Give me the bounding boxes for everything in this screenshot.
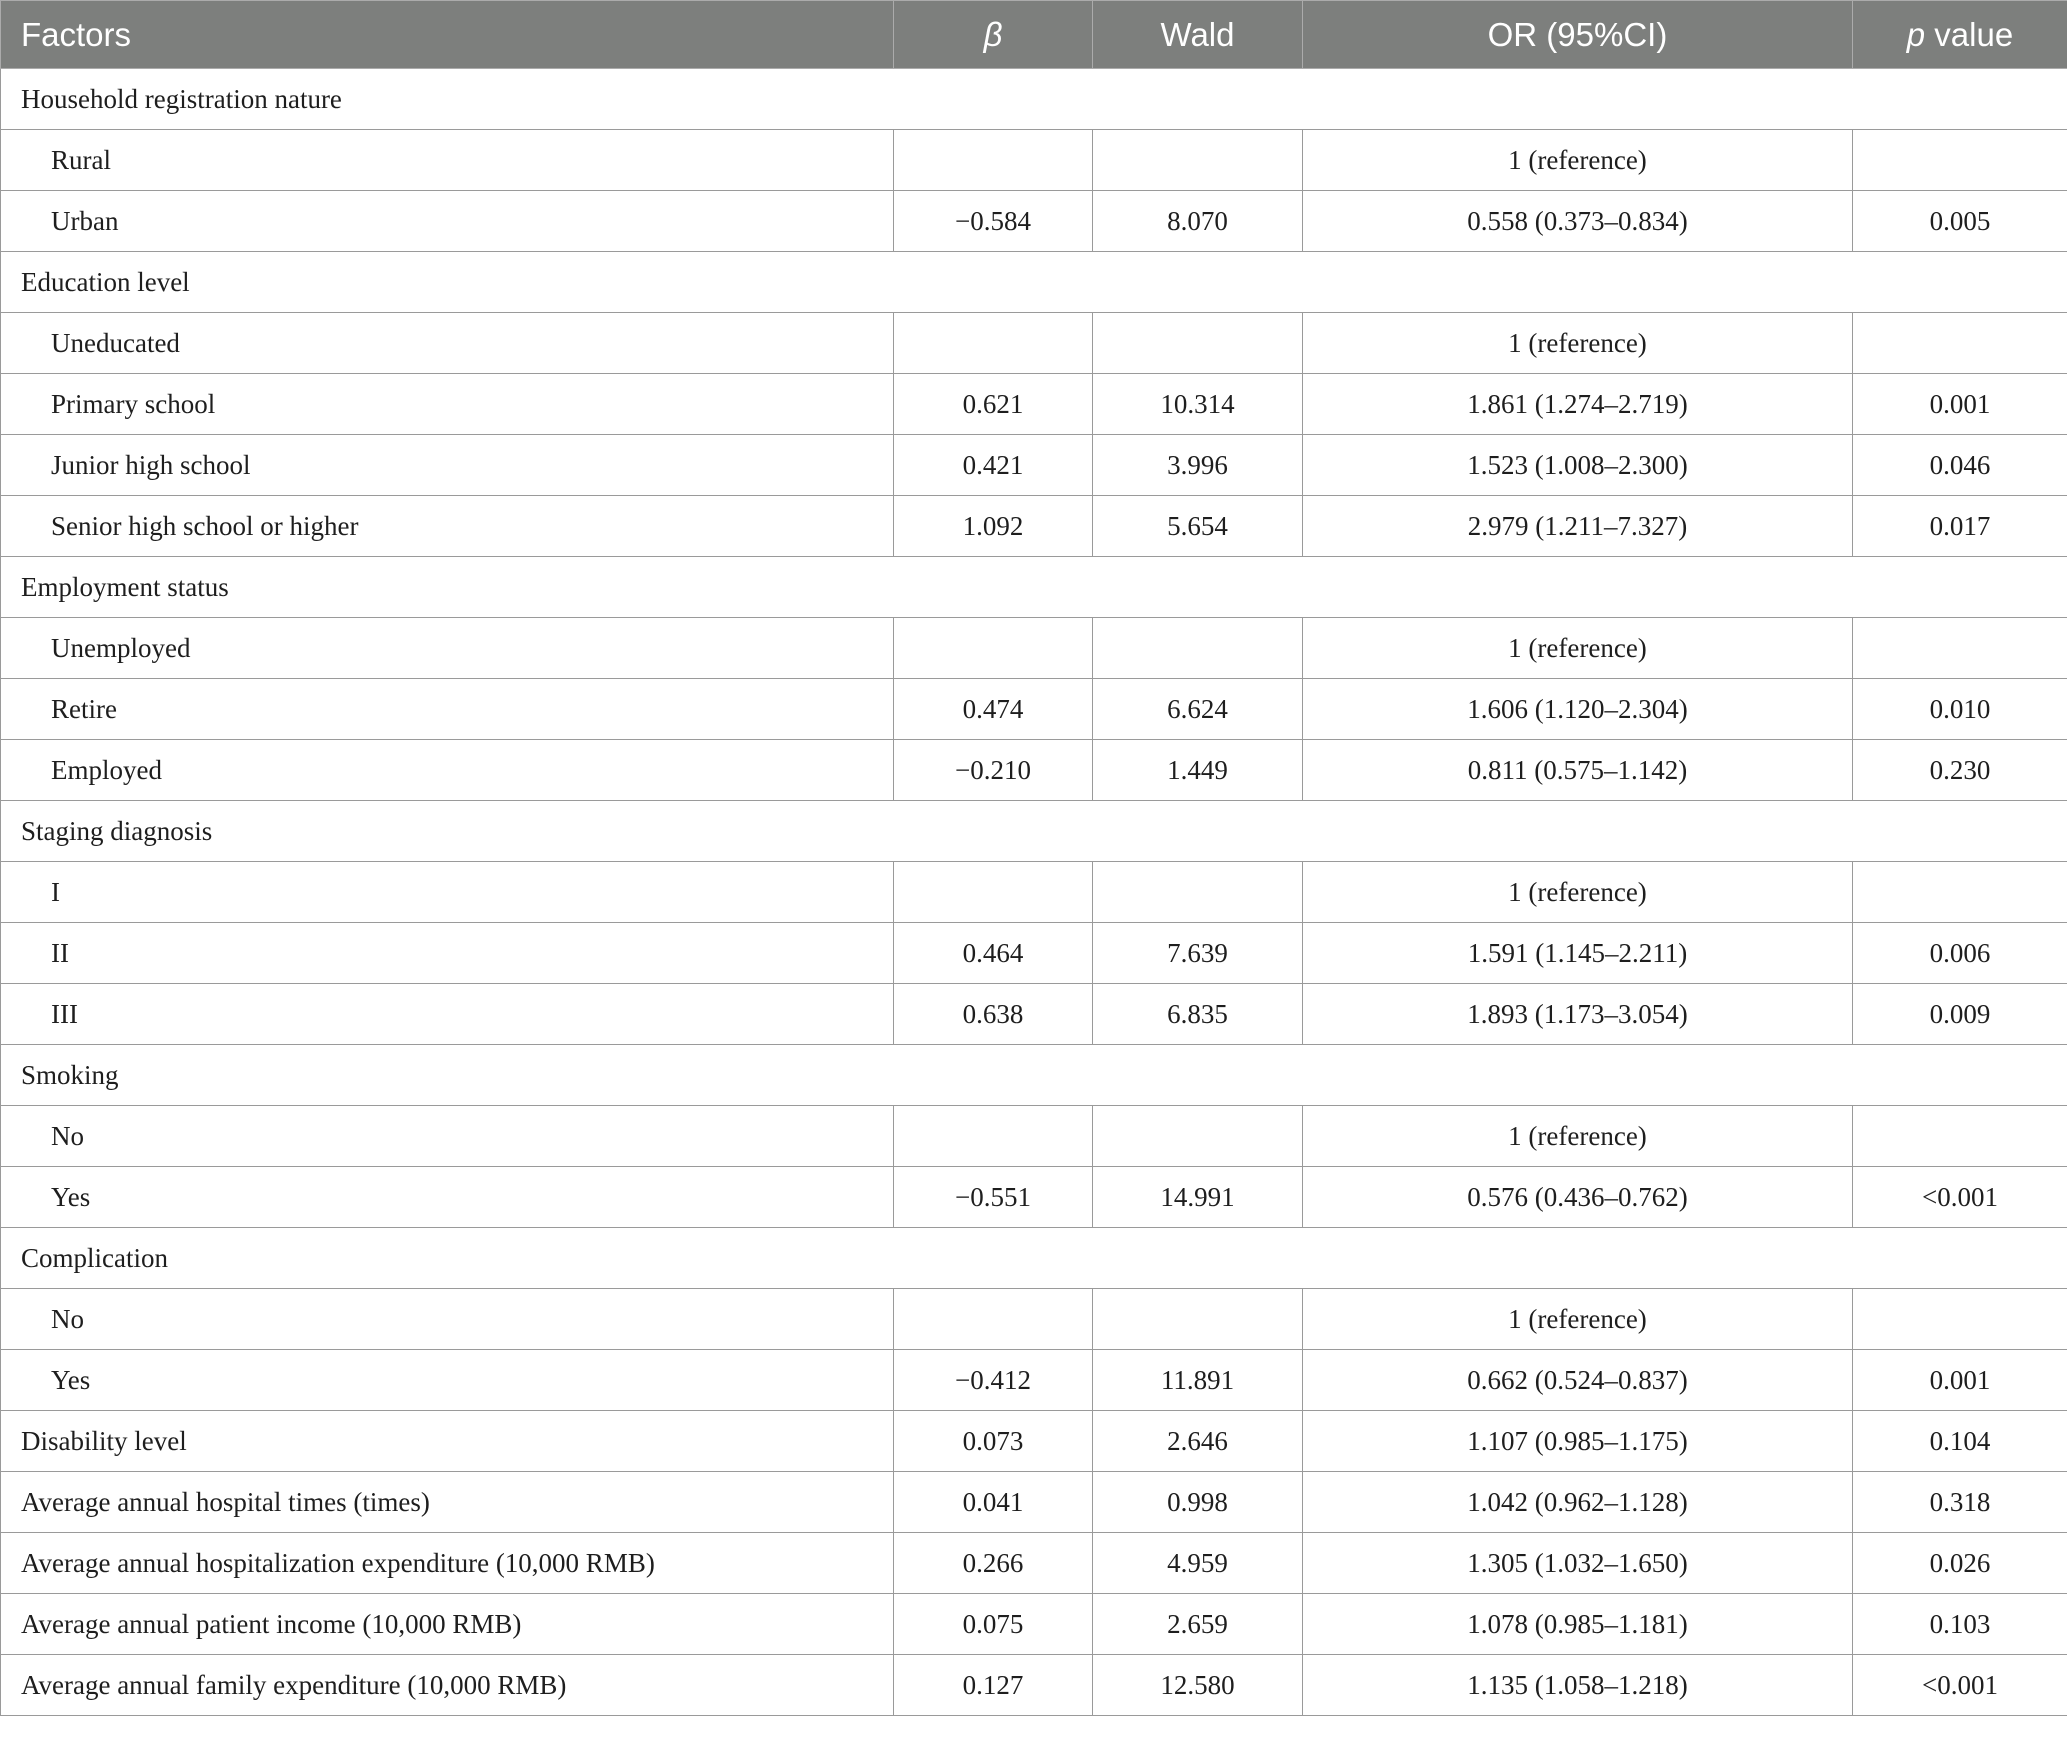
beta-cell bbox=[894, 862, 1093, 923]
factor-label: Uneducated bbox=[1, 313, 894, 374]
group-header-row bbox=[1, 801, 2067, 862]
factor-label: No bbox=[1, 1289, 894, 1350]
wald-cell bbox=[1093, 1106, 1303, 1167]
or-cell: 1 (reference) bbox=[1303, 313, 1853, 374]
p-value-cell: 0.103 bbox=[1853, 1594, 2067, 1655]
or-cell: 0.558 (0.373–0.834) bbox=[1303, 191, 1853, 252]
factor-label: Urban bbox=[1, 191, 894, 252]
header-wald: Wald bbox=[1093, 1, 1303, 69]
p-value-cell: 0.010 bbox=[1853, 679, 2067, 740]
table-row bbox=[1, 1167, 2067, 1228]
factor-label: Primary school bbox=[1, 374, 894, 435]
p-value-cell: 0.001 bbox=[1853, 374, 2067, 435]
header-beta bbox=[894, 1, 1093, 69]
or-cell: 0.576 (0.436–0.762) bbox=[1303, 1167, 1853, 1228]
or-cell: 1 (reference) bbox=[1303, 862, 1853, 923]
p-value-cell: 0.006 bbox=[1853, 923, 2067, 984]
or-cell: 1.591 (1.145–2.211) bbox=[1303, 923, 1853, 984]
wald-cell: 7.639 bbox=[1093, 923, 1303, 984]
factor-label: Unemployed bbox=[1, 618, 894, 679]
wald-cell bbox=[1093, 862, 1303, 923]
wald-cell: 2.646 bbox=[1093, 1411, 1303, 1472]
or-cell: 1 (reference) bbox=[1303, 1289, 1853, 1350]
beta-cell: 0.127 bbox=[894, 1655, 1093, 1716]
p-value-cell: 0.005 bbox=[1853, 191, 2067, 252]
wald-cell bbox=[1093, 130, 1303, 191]
beta-cell: 0.075 bbox=[894, 1594, 1093, 1655]
table-row bbox=[1, 374, 2067, 435]
or-cell: 0.811 (0.575–1.142) bbox=[1303, 740, 1853, 801]
table-row bbox=[1, 1411, 2067, 1472]
wald-cell: 14.991 bbox=[1093, 1167, 1303, 1228]
header-or: OR (95%CI) bbox=[1303, 1, 1853, 69]
table-row bbox=[1, 984, 2067, 1045]
table-row bbox=[1, 1533, 2067, 1594]
p-value-cell: 0.026 bbox=[1853, 1533, 2067, 1594]
table-header bbox=[1, 1, 2067, 69]
factor-label: Average annual patient income (10,000 RMB) bbox=[1, 1594, 894, 1655]
header-p-value bbox=[1853, 1, 2067, 69]
wald-cell: 2.659 bbox=[1093, 1594, 1303, 1655]
p-value-cell: 0.017 bbox=[1853, 496, 2067, 557]
factor-label: Average annual hospitalization expenditure (10,000 RMB) bbox=[1, 1533, 894, 1594]
table-row bbox=[1, 1655, 2067, 1716]
header-beta-symbol: β bbox=[983, 15, 1003, 53]
table-row bbox=[1, 1106, 2067, 1167]
or-cell: 1.606 (1.120–2.304) bbox=[1303, 679, 1853, 740]
group-label: Staging diagnosis bbox=[1, 801, 2067, 862]
factor-label: III bbox=[1, 984, 894, 1045]
or-cell: 1.305 (1.032–1.650) bbox=[1303, 1533, 1853, 1594]
beta-cell bbox=[894, 1106, 1093, 1167]
table-row bbox=[1, 1472, 2067, 1533]
beta-cell: −0.584 bbox=[894, 191, 1093, 252]
table-row bbox=[1, 313, 2067, 374]
wald-cell: 3.996 bbox=[1093, 435, 1303, 496]
wald-cell: 4.959 bbox=[1093, 1533, 1303, 1594]
p-value-cell: 0.009 bbox=[1853, 984, 2067, 1045]
group-header-row bbox=[1, 1228, 2067, 1289]
table-row bbox=[1, 496, 2067, 557]
p-value-cell: 0.001 bbox=[1853, 1350, 2067, 1411]
table-row bbox=[1, 1350, 2067, 1411]
group-label: Household registration nature bbox=[1, 69, 2067, 130]
or-cell: 1.523 (1.008–2.300) bbox=[1303, 435, 1853, 496]
or-cell: 1 (reference) bbox=[1303, 130, 1853, 191]
p-value-cell bbox=[1853, 130, 2067, 191]
p-value-cell: 0.318 bbox=[1853, 1472, 2067, 1533]
factor-label: Yes bbox=[1, 1350, 894, 1411]
beta-cell: 1.092 bbox=[894, 496, 1093, 557]
wald-cell bbox=[1093, 618, 1303, 679]
factor-label: Disability level bbox=[1, 1411, 894, 1472]
beta-cell bbox=[894, 1289, 1093, 1350]
beta-cell: 0.041 bbox=[894, 1472, 1093, 1533]
group-label: Employment status bbox=[1, 557, 2067, 618]
factor-label: No bbox=[1, 1106, 894, 1167]
beta-cell: 0.073 bbox=[894, 1411, 1093, 1472]
factor-label: Average annual family expenditure (10,000 RMB) bbox=[1, 1655, 894, 1716]
wald-cell: 6.624 bbox=[1093, 679, 1303, 740]
factor-label: Yes bbox=[1, 1167, 894, 1228]
beta-cell: 0.621 bbox=[894, 374, 1093, 435]
header-factors: Factors bbox=[1, 1, 894, 69]
group-header-row bbox=[1, 1045, 2067, 1106]
or-cell: 2.979 (1.211–7.327) bbox=[1303, 496, 1853, 557]
wald-cell: 10.314 bbox=[1093, 374, 1303, 435]
factor-label: Average annual hospital times (times) bbox=[1, 1472, 894, 1533]
wald-cell: 1.449 bbox=[1093, 740, 1303, 801]
table-row bbox=[1, 923, 2067, 984]
table-row bbox=[1, 862, 2067, 923]
wald-cell: 5.654 bbox=[1093, 496, 1303, 557]
p-value-cell bbox=[1853, 1106, 2067, 1167]
wald-cell: 0.998 bbox=[1093, 1472, 1303, 1533]
or-cell: 1 (reference) bbox=[1303, 1106, 1853, 1167]
beta-cell bbox=[894, 130, 1093, 191]
wald-cell: 8.070 bbox=[1093, 191, 1303, 252]
table-row bbox=[1, 130, 2067, 191]
wald-cell bbox=[1093, 313, 1303, 374]
table-row bbox=[1, 740, 2067, 801]
factor-label: Employed bbox=[1, 740, 894, 801]
beta-cell: 0.638 bbox=[894, 984, 1093, 1045]
or-cell: 1.042 (0.962–1.128) bbox=[1303, 1472, 1853, 1533]
wald-cell: 12.580 bbox=[1093, 1655, 1303, 1716]
table-row bbox=[1, 1594, 2067, 1655]
table-row bbox=[1, 1289, 2067, 1350]
beta-cell bbox=[894, 618, 1093, 679]
wald-cell bbox=[1093, 1289, 1303, 1350]
beta-cell: 0.474 bbox=[894, 679, 1093, 740]
p-value-cell bbox=[1853, 1289, 2067, 1350]
p-value-cell: 0.104 bbox=[1853, 1411, 2067, 1472]
group-label: Education level bbox=[1, 252, 2067, 313]
table-row bbox=[1, 679, 2067, 740]
group-header-row bbox=[1, 69, 2067, 130]
beta-cell: 0.464 bbox=[894, 923, 1093, 984]
wald-cell: 6.835 bbox=[1093, 984, 1303, 1045]
or-cell: 1.893 (1.173–3.054) bbox=[1303, 984, 1853, 1045]
or-cell: 1.078 (0.985–1.181) bbox=[1303, 1594, 1853, 1655]
beta-cell: −0.551 bbox=[894, 1167, 1093, 1228]
or-cell: 0.662 (0.524–0.837) bbox=[1303, 1350, 1853, 1411]
beta-cell: −0.210 bbox=[894, 740, 1093, 801]
p-value-cell: 0.046 bbox=[1853, 435, 2067, 496]
p-value-cell bbox=[1853, 313, 2067, 374]
p-value-cell bbox=[1853, 862, 2067, 923]
header-row bbox=[1, 1, 2067, 69]
group-header-row bbox=[1, 557, 2067, 618]
group-label: Complication bbox=[1, 1228, 2067, 1289]
p-value-cell: 0.230 bbox=[1853, 740, 2067, 801]
table-row bbox=[1, 435, 2067, 496]
factor-label: Junior high school bbox=[1, 435, 894, 496]
beta-cell: 0.421 bbox=[894, 435, 1093, 496]
or-cell: 1.107 (0.985–1.175) bbox=[1303, 1411, 1853, 1472]
factor-label: I bbox=[1, 862, 894, 923]
or-cell: 1.861 (1.274–2.719) bbox=[1303, 374, 1853, 435]
beta-cell: −0.412 bbox=[894, 1350, 1093, 1411]
factor-label: Senior high school or higher bbox=[1, 496, 894, 557]
header-p-symbol: p bbox=[1906, 15, 1926, 53]
factor-label: Rural bbox=[1, 130, 894, 191]
p-value-cell: <0.001 bbox=[1853, 1655, 2067, 1716]
factor-label: Retire bbox=[1, 679, 894, 740]
group-header-row bbox=[1, 252, 2067, 313]
table-body bbox=[1, 69, 2067, 1716]
p-value-cell bbox=[1853, 618, 2067, 679]
beta-cell: 0.266 bbox=[894, 1533, 1093, 1594]
or-cell: 1 (reference) bbox=[1303, 618, 1853, 679]
p-value-cell: <0.001 bbox=[1853, 1167, 2067, 1228]
beta-cell bbox=[894, 313, 1093, 374]
group-label: Smoking bbox=[1, 1045, 2067, 1106]
table-row bbox=[1, 191, 2067, 252]
header-p-rest: value bbox=[1925, 15, 2014, 53]
table-row bbox=[1, 618, 2067, 679]
wald-cell: 11.891 bbox=[1093, 1350, 1303, 1411]
or-cell: 1.135 (1.058–1.218) bbox=[1303, 1655, 1853, 1716]
factor-label: II bbox=[1, 923, 894, 984]
